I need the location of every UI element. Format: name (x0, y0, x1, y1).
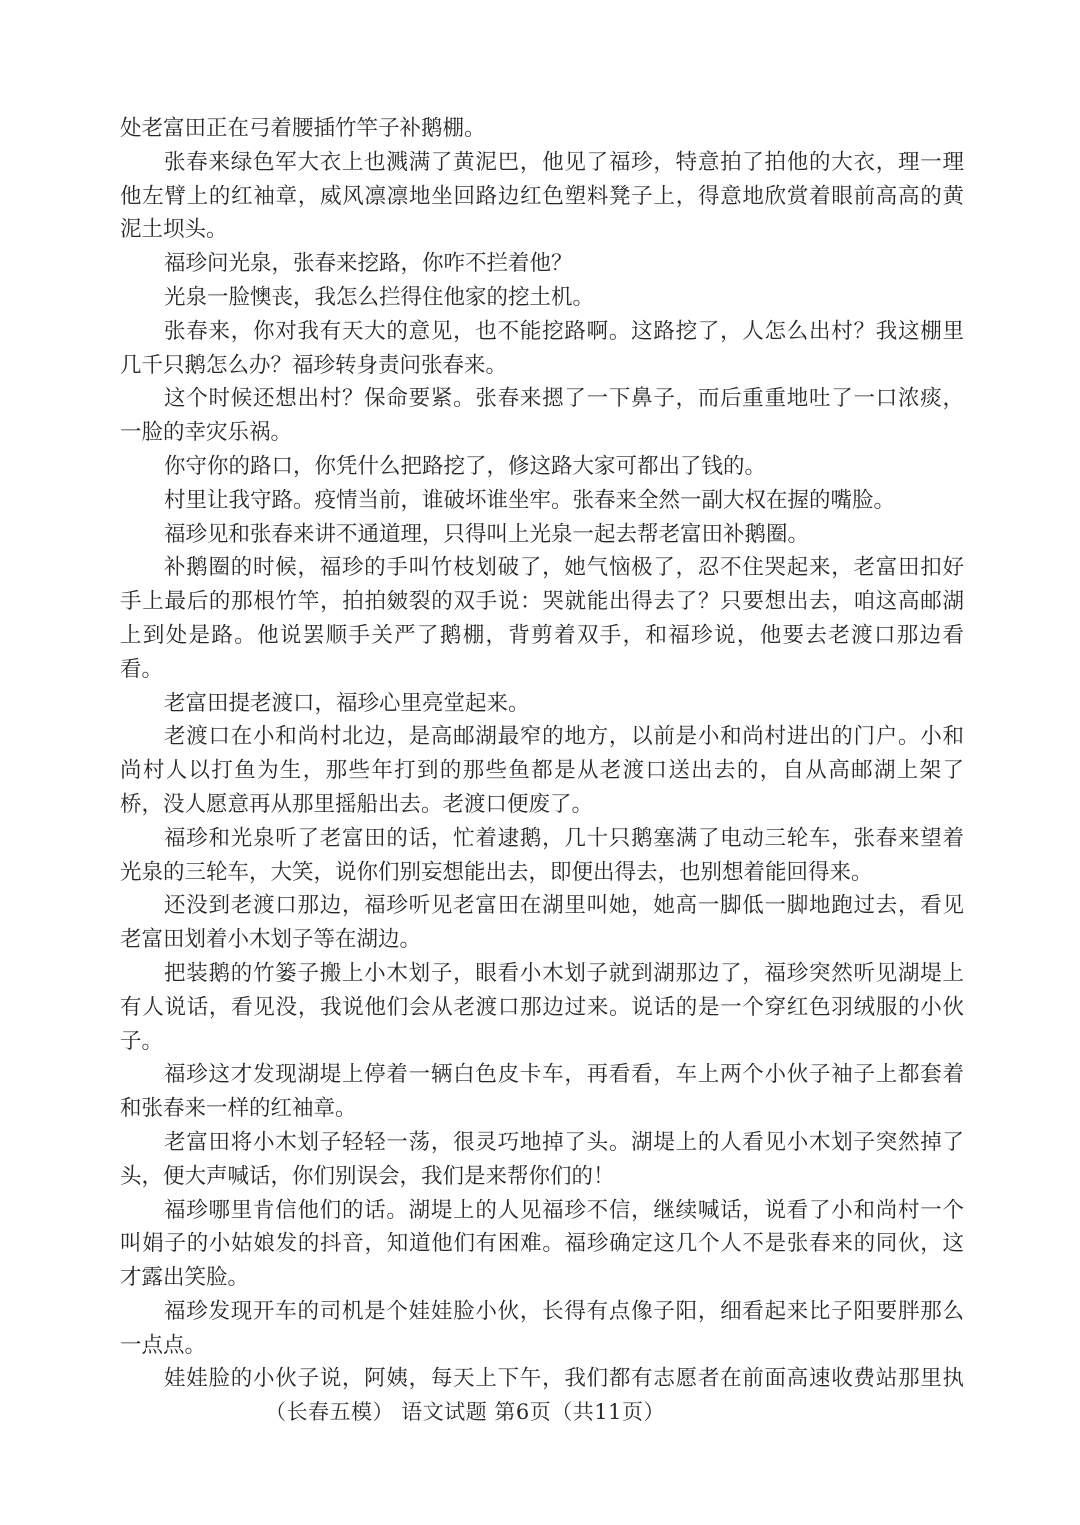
paragraph (120, 1194, 964, 1295)
text-line: 福珍问光泉，张春来挖路，你咋不拦着他？ (164, 251, 573, 277)
text-line: 看。 (120, 656, 164, 682)
paragraph (120, 720, 964, 821)
paragraph (120, 889, 964, 957)
paragraph (120, 687, 964, 721)
text-line: 福珍哪里肯信他们的话。湖堤上的人见福珍不信，继续喊话，说看了小和尚村一个 (164, 1197, 964, 1223)
text-line: 这个时候还想出村？保命要紧。张春来摁了一下鼻子，而后重重地吐了一口浓痰， (164, 386, 964, 412)
paragraph (120, 146, 964, 247)
paragraph (120, 1058, 964, 1126)
text-line: 他左臂上的红袖章，威风凛凛地坐回路边红色塑料凳子上，得意地欣赏着眼前高高的黄 (120, 183, 964, 209)
paragraph (120, 450, 964, 484)
paragraph (120, 382, 964, 450)
text-line: 子。 (120, 1028, 164, 1054)
text-line: 光泉一脸懊丧，我怎么拦得住他家的挖土机。 (164, 284, 595, 310)
text-line: 泥土坝头。 (120, 217, 228, 243)
text-line: 和张春来一样的红袖章。 (120, 1096, 357, 1122)
text-line: 头，便大声喊话，你们别误会，我们是来帮你们的！ (120, 1163, 615, 1189)
paragraph (120, 247, 964, 281)
text-line: 才露出笑脸。 (120, 1265, 250, 1291)
text-line: 福珍见和张春来讲不通道理，只得叫上光泉一起去帮老富田补鹅圈。 (164, 521, 810, 547)
text-line: 老富田提老渡口，福珍心里亮堂起来。 (164, 690, 530, 716)
text-line: 老富田将小木划子轻轻一荡，很灵巧地掉了头。湖堤上的人看见小木划子突然掉了 (164, 1129, 964, 1155)
text-line: 一脸的幸灾乐祸。 (120, 420, 293, 446)
text-line: 把装鹅的竹篓子搬上小木划子，眼看小木划子就到湖那边了，福珍突然听见湖堤上 (164, 960, 964, 986)
text-line: 桥，没人愿意再从那里摇船出去。老渡口便废了。 (120, 791, 594, 817)
document-body (120, 112, 964, 1396)
paragraph (120, 1295, 964, 1363)
paragraph (120, 281, 964, 315)
text-line: 还没到老渡口那边，福珍听见老富田在湖里叫她，她高一脚低一脚地跑过去，看见 (164, 893, 964, 919)
text-line: 娃娃脸的小伙子说，阿姨，每天上下午，我们都有志愿者在前面高速收费站那里执 (164, 1366, 964, 1392)
paragraph (120, 518, 964, 552)
text-line: 村里让我守路。疫情当前，谁破坏谁坐牢。张春来全然一副大权在握的嘴脸。 (164, 487, 896, 513)
text-line: 张春来绿色军大衣上也溅满了黄泥巴，他见了福珍，特意拍了拍他的大衣，理一理 (164, 149, 964, 175)
paragraph (120, 1362, 964, 1396)
text-line: 有人说话，看见没，我说他们会从老渡口那边过来。说话的是一个穿红色羽绒服的小伙 (120, 994, 964, 1020)
text-line: 福珍发现开车的司机是个娃娃脸小伙，长得有点像子阳，细看起来比子阳要胖那么 (164, 1298, 964, 1324)
text-line: 处老富田正在弓着腰插竹竿子补鹅棚。 (120, 116, 486, 141)
paragraph (120, 315, 964, 383)
text-line: 叫娟子的小姑娘发的抖音，知道他们有困难。福珍确定这几个人不是张春来的同伙，这 (120, 1231, 964, 1257)
text-line: 补鹅圈的时候，福珍的手叫竹枝划破了，她气恼极了，忍不住哭起来，老富田扣好 (164, 555, 964, 581)
text-line: 福珍这才发现湖堤上停着一辆白色皮卡车，再看看，车上两个小伙子袖子上都套着 (164, 1062, 964, 1088)
text-line: 上到处是路。他说罢顺手关严了鹅棚，背剪着双手，和福珍说，他要去老渡口那边看 (120, 622, 964, 648)
text-line: 光泉的三轮车，大笑，说你们别妄想能出去，即便出得去，也别想着能回得来。 (120, 859, 873, 885)
paragraph (120, 822, 964, 890)
text-line: 张春来，你对我有天大的意见，也不能挖路啊。这路挖了，人怎么出村？我这棚里 (164, 318, 964, 344)
page-footer: （长春五模） 语文试题 第6页（共11页） (265, 1400, 665, 1424)
text-line: 老渡口在小和尚村北边，是高邮湖最窄的地方，以前是小和尚村进出的门户。小和 (164, 724, 964, 750)
text-line: 一点点。 (120, 1332, 207, 1358)
text-line: 老富田划着小木划子等在湖边。 (120, 927, 422, 953)
paragraph (120, 957, 964, 1058)
text-line: 福珍和光泉听了老富田的话，忙着逮鹅，几十只鹅塞满了电动三轮车，张春来望着 (164, 825, 964, 851)
text-line: 你守你的路口，你凭什么把路挖了，修这路大家可都出了钱的。 (164, 453, 767, 479)
paragraph (120, 112, 964, 146)
text-line: 手上最后的那根竹竿，拍拍皴裂的双手说：哭就能出得去了？只要想出去，咱这高邮湖 (120, 589, 964, 615)
paragraph (120, 484, 964, 518)
paragraph (120, 1126, 964, 1194)
paragraph (120, 551, 964, 686)
text-line: 尚村人以打鱼为生，那些年打到的那些鱼都是从老渡口送出去的，自从高邮湖上架了 (120, 758, 964, 784)
text-line: 几千只鹅怎么办？福珍转身责问张春来。 (120, 352, 508, 378)
